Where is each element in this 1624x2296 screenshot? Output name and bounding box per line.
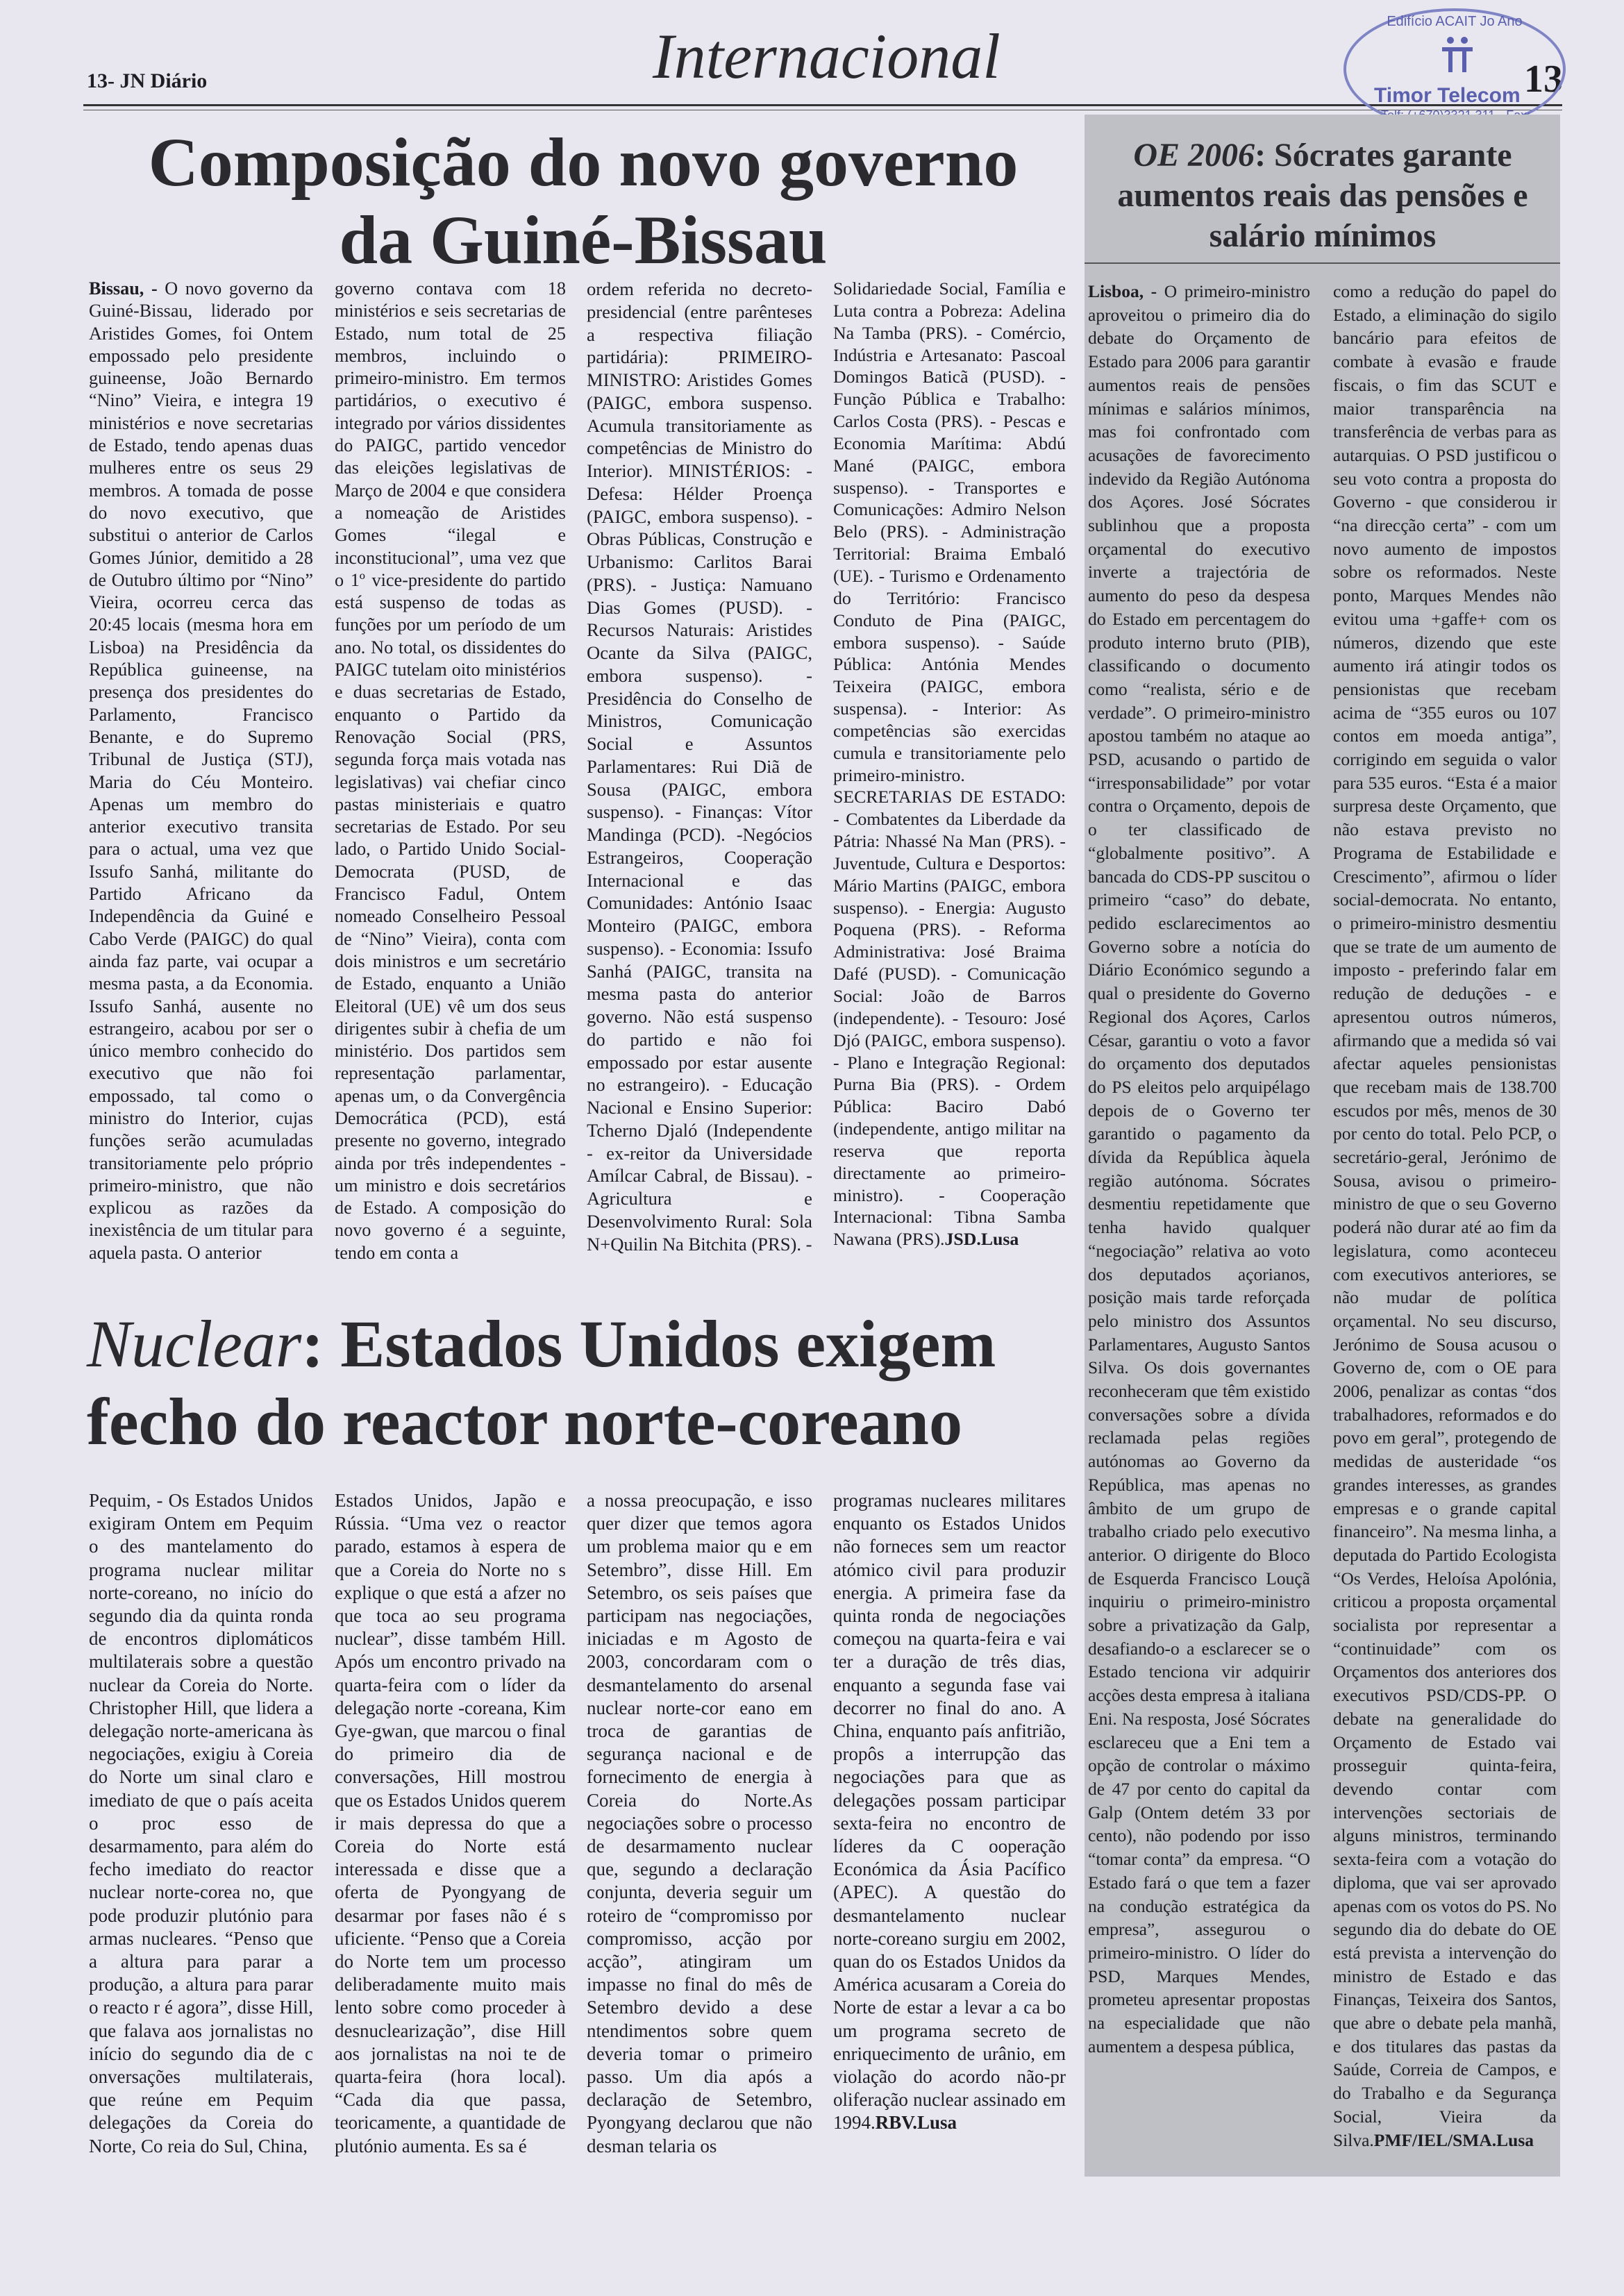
ink-stamp bbox=[1343, 8, 1566, 130]
article3-headline-keyword: OE 2006 bbox=[1133, 137, 1255, 174]
article2-col1: Pequim, - Os Estados Unidos exigiram Ontem em Pequim o des mantelamento do programa nuclear militar norte-coreano, no início do segundo dia da quinta ronda de encontros diplomáticos multilaterais sobre a questão nuclear da Coreia do Norte. Christopher Hill, que lidera a delegação norte-americana às negociações, exigiu à Coreia do Norte um sinal claro e imediato de que o país aceita o proc esso de desarmamento, para além do fecho imediato do reactor nuclear norte-corea no, que pode produzir plutónio para armas nucleares. “Penso que a altura para parar a produção, a altura para parar o reacto r é agora”, disse Hill, que falava aos jornalistas no início do segundo dia de c onversações multilaterais, que reúne em Pequim delegações da Coreia do Norte, Co reia do Sul, China, bbox=[89, 1490, 313, 2156]
sidebar-rule bbox=[1085, 262, 1560, 264]
article2-col2: Estados Unidos, Japão e Rússia. “Uma vez o reactor parado, estamos à espera de que a Coreia do Norte no s explique o que está a afzer no que toca ao seu programa nuclear”, disse também Hill. Após um encontro privado na quarta-feira com o líder da delegação norte -coreana, Kim Gye-gwan, que marcou o final do primeiro dia de conversações, Hill mostrou que os Estados Unidos querem ir mais depressa do que a Coreia do Norte está interessada e disse que a oferta de Pyongyang de desarmar por fases não é s uficiente. “Penso que a Coreia do Norte tem um processo deliberadamente muito mais lento sobre como proceder à desnuclearização”, dise Hill aos jornalistas na noi te de quarta-feira (hora local). “Cada dia que passa, teoricamente, a quantidade de plutónio aumenta. Es sa é bbox=[335, 1490, 566, 2156]
article1-headline: Composição do novo governo da Guiné-Bissau bbox=[148, 124, 1019, 278]
stamp-name: Timor Telecom bbox=[1374, 84, 1521, 107]
article2-headline bbox=[87, 1305, 1073, 1461]
header-rule bbox=[83, 104, 1562, 106]
article1-col3: ordem referida no decreto-presidencial (entre parênteses a respectiva filiação partidária): PRIMEIRO-MINISTRO: Aristides Gomes (PAIGC, embora suspenso. Acumula transitoriamente as competências de Ministro do Interior). MINISTÉRIOS: - Defesa: Hélder Proença (PAIGC, embora suspenso). - Obras Públicas, Construção e Urbanismo: Carlitos Barai (PRS). - Justiça: Namuano Dias Gomes (PUSD). - Recursos Naturais: Aristides Ocante da Silva (PAIGC, embora suspenso). - Presidência do Conselho de Ministros, Comunicação Social e Assuntos Parlamentares: Rui Diã de Sousa (PAIGC, embora suspenso). - Finanças: Vítor Mandinga (PCD). -Negócios Estrangeiros, Cooperação Internacional e das Comunidades: António Isaac Monteiro (PAIGC, embora suspenso). - Economia: Issufo Sanhá (PAIGC, transita na mesma pasta do anterior governo. Não está suspenso do partido e não foi empossado por estar ausente no estrangeiro). - Educação Nacional e Ensino Superior: Tcherno Djaló (Independente - ex-reitor da Universidade Amílcar Cabral, de Bissau). - Agricultura e Desenvolvimento Rural: Sola N+Quilin Na Bitchita (PRS). - bbox=[587, 278, 812, 1255]
page-number: 13 bbox=[1524, 58, 1563, 101]
article3-col1: Lisboa, - O primeiro-ministro aproveitou o primeiro dia do debate do Orçamento de Estado para 2006 para garantir aumentos reais de pensões mínimas e salários mínimos, mas foi confrontado com acusações de favorecimento indevido da Região Autónoma dos Açores. José Sócrates sublinhou que a proposta orçamental do executivo inverte a trajectória de aumento do peso da despesa do Estado em percentagem do produto interno bruto (PIB), classificando o documento como “realista, sério e de verdade”. O primeiro-ministro apostou também no ataque ao PSD, acusando o partido de “irresponsabilidade” por votar contra o Orçamento, depois de o ter classificado de “globalmente positivo”. A bancada do CDS-PP suscitou o primeiro “caso” do debate, pedido esclarecimentos ao Governo sobre a notícia do Diário Económico segundo a qual o presidente do Governo Regional dos Açores, Carlos César, garantiu o voto a favor do orçamento dos deputados do PS eleitos pelo arquipélago depois de o Governo ter garantido o pagamento da dívida da República àquela região autónoma. Sócrates desmentiu repetidamente que tenha havido qualquer “negociação” relativa ao voto dos deputados açorianos, posição mais tarde reforçada pelo ministro dos Assuntos Parlamentares, Augusto Santos Silva. Os dois governantes reconheceram que têm existido conversações sobre a dívida reclamada pelas regiões autónomas ao Governo da República, mas apenas no âmbito de um grupo de trabalho criado pelo executivo anterior. O dirigente do Bloco de Esquerda Francisco Louçã inquiriu o primeiro-ministro sobre a privatização da Galp, desafiando-o a esclarecer se o Estado tenciona vir adquirir acções desta empresa à italiana Eni. Na resposta, José Sócrates esclareceu que a Eni tem a opção de controlar o máximo de 47 por cento do capital da Galp (Ontem detém 33 por cento), não podendo por isso “tomar conta” da empresa. “O Estado fará o que tem a fazer na condução estratégica da empresa”, assegurou o primeiro-ministro. O líder do PSD, Marques Mendes, prometeu apresentar propostas na especialidade que não aumentem a despesa pública, bbox=[1088, 281, 1310, 2056]
article1-col4: Solidariedade Social, Família e Luta contra a Pobreza: Adelina Na Tamba (PRS). - Comércio, Indústria e Artesanato: Pascoal Domingos Baticã (PUSD). - Função Pública e Trabalho: Carlos Costa (PRS). - Pescas e Economia Marítima: Abdú Mané (PAIGC, embora suspenso). - Transportes e Comunicações: Admiro Nelson Belo (PRS). - Administração Territorial: Braima Embaló (UE). - Turismo e Ordenamento do Território: Francisco Conduto de Pina (PAIGC, embora suspenso). - Saúde Pública: Antónia Mendes Teixeira (PAIGC, embora suspensa). - Interior: As competências são exercidas cumula e transitoriamente pelo primeiro-ministro. SECRETARIAS DE ESTADO: - Combatentes da Liberdade da Pátria: Nhassé Na Man (PRS). - Juventude, Cultura e Desportos: Mário Martins (PAIGC, embora suspenso). - Energia: Augusto Poquena (PRS). - Reforma Administrativa: José Braima Dafé (PUSD). - Comunicação Social: João de Barros (independente). - Tesouro: José Djó (PAIGC, embora suspenso). - Plano e Integração Regional: Purna Bia (PRS). - Ordem Pública: Baciro Dabó (independente, antigo militar na reserva que reporta directamente ao primeiro-ministro). - Cooperação Internacional: Tibna Samba Nawana (PRS).JSD.Lusa bbox=[833, 278, 1066, 1250]
telecom-logo-icon bbox=[1437, 33, 1478, 75]
article3-headline-rest: : Sócrates garante aumentos reais das pensões e salário mínimos bbox=[1117, 137, 1528, 254]
article2-col4: programas nucleares militares enquanto os Estados Unidos não forneces sem um reactor atómico civil para produzir energia. A primeira fase da quinta ronda de negociações começou na quarta-feira e vai ter a duração de três dias, enquanto a segunda fase vai decorrer no final do ano. A China, enquanto país anfitrião, propôs a interrupção das negociações para que as delegações possam participar sexta-feira no encontro de líderes da C ooperação Económica da Ásia Pacífico (APEC). A questão do desmantelamento nuclear norte-coreano surgiu em 2002, quan do os Estados Unidos da América acusaram a Coreia do Norte de estar a levar a ca bo um programa secreto de enriquecimento de urânio, em violação do acordo não-pr oliferação nuclear assinado em 1994.RBV.Lusa bbox=[833, 1490, 1066, 2134]
section-title: Internacional bbox=[653, 21, 1001, 92]
article2-headline-rest: : Estados Unidos exigem fecho do reactor norte-coreano bbox=[87, 1307, 996, 1459]
stamp-ring-text: Edifício ACAIT Jo Ano bbox=[1387, 14, 1523, 29]
article1-col1: Bissau, - O novo governo da Guiné-Bissau, liderado por Aristides Gomes, foi Ontem empossado pelo presidente guineense, João Bernardo “Nino” Vieira, e integra 19 ministérios e nove secretarias de Estado, tendo apenas duas mulheres entre os seus 29 membros. A tomada de posse do novo executivo, que substitui o anterior de Carlos Gomes Júnior, demitido a 28 de Outubro último por “Nino” Vieira, ocorreu cerca das 20:45 locais (mesma hora em Lisboa) na Presidência da República guineense, na presença dos presidentes do Parlamento, Francisco Benante, e do Supremo Tribunal de Justiça (STJ), Maria do Céu Monteiro. Apenas um membro do anterior executivo transita para o actual, uma vez que Issufo Sanhá, militante do Partido Africano da Independência da Guiné e Cabo Verde (PAIGC) do qual ainda faz parte, vai ocupar a mesma pasta, a da Economia. Issufo Sanhá, ausente no estrangeiro, acabou por ser o único membro conhecido do executivo que não foi empossado, tal como o ministro do Interior, cujas funções serão acumuladas transitoriamente pelo próprio primeiro-ministro, que não explicou as razões da inexistência de um titular para aquela pasta. O anterior bbox=[89, 278, 313, 1263]
article2-col3: a nossa preocupação, e isso quer dizer que temos agora um problema maior qu e em Setembro”, disse Hill. Em Setembro, os seis países que participam nas negociações, iniciadas e m Agosto de 2003, concordaram com o desmantelamento do arsenal nuclear norte-cor eano em troca de garantias de segurança nacional e de fornecimento de energia à Coreia do Norte.As negociações sobre o processo de desarmamento nuclear que, segundo a declaração conjunta, deveria seguir um roteiro de “compromisso por compromisso, acção por acção”, atingiram um impasse no final do mês de Setembro devido a dese ntendimentos sobre quem deveria tomar o primeiro passo. Um dia após a declaração de Setembro, Pyongyang declarou que não desman telaria os bbox=[587, 1490, 812, 2156]
article3-col2: como a redução do papel do Estado, a eliminação do sigilo bancário para efeitos de combate à evasão e fraude fiscais, o fim das SCUT e maior transparência na transferência de verbas para as autarquias. O PSD justificou o seu voto contra a proposta do Governo - que considerou ir “na direcção certa” - com um novo aumento de impostos sobre os reformados. Neste ponto, Marques Mendes não evitou uma +gaffe+ com os números, dizendo que este aumento irá atingir todos os pensionistas que recebam acima de “355 euros ou 107 contos em moeda antiga”, corrigindo em seguida o valor para 535 euros. “Esta é a maior surpresa deste Orçamento, que não estava previsto no Programa de Estabilidade e Crescimento”, afirmou o líder social-democrata. No entanto, o primeiro-ministro desmentiu que se trate de um aumento de imposto - preferindo falar em redução de deduções - e apresentou outros números, afirmando que a medida só vai afectar aqueles pensionistas que recebam mais de 138.700 escudos por mês, menos de 30 por cento do total. Pelo PCP, o secretário-geral, Jerónimo de Sousa, avisou o primeiro-ministro de que o seu Governo poderá não durar até ao fim da legislatura, como aconteceu com executivos anteriores, se não mudar de política orçamental. No seu discurso, Jerónimo de Sousa acusou o Governo de, com o OE para 2006, penalizar as contas “dos trabalhadores, reformados e do povo em geral”, protegendo de medidas de austeridade “os grandes interesses, as grandes empresas e o grande capital financeiro”. Na mesma linha, a deputada do Partido Ecologista “Os Verdes, Heloísa Apolónia, criticou a proposta orçamental socialista por representar a “continuidade” com os Orçamentos dos anteriores dos executivos PSD/CDS-PP. O debate na generalidade do Orçamento de Estado vai prosseguir quinta-feira, devendo contar com intervenções sectoriais de alguns ministros, terminando sexta-feira com a votação do diploma, que vai ser aprovado apenas com os votos do PS. No segundo dia do debate do OE está prevista a intervenção do ministro de Estado e das Finanças, Teixeira dos Santos, que abre o debate pela manhã, e dos titulares das pastas da Saúde, Correia de Campos, e do Trabalho e da Segurança Social, Vieira da Silva.PMF/IEL/SMA.Lusa bbox=[1333, 281, 1557, 2150]
article3-headline bbox=[1094, 135, 1552, 256]
page-folio-left: 13- JN Diário bbox=[87, 69, 208, 92]
article2-headline-keyword: Nuclear bbox=[87, 1307, 302, 1381]
article1-col2: governo contava com 18 ministérios e seis secretarias de Estado, num total de 25 membros, incluindo o primeiro-ministro. Em termos partidários, o executivo é integrado por vários dissidentes do PAIGC, partido vencedor das eleições legislativas de Março de 2004 e que considera a nomeação de Aristides Gomes “ilegal e inconstitucional”, uma vez que o 1º vice-presidente do partido está suspenso de todas as funções por um período de um ano. No total, os dissidentes do PAIGC tutelam oito ministérios e duas secretarias de Estado, enquanto o Partido da Renovação Social (PRS, segunda força mais votada nas legislativas) vai chefiar cinco pastas ministeriais e quatro secretarias de Estado. Por seu lado, o Partido Unido Social-Democrata (PUSD, de Francisco Fadul, Ontem nomeado Conselheiro Pessoal de “Nino” Vieira), conta com dois ministros e um secretário de Estado, enquanto a União Eleitoral (UE) vê um dos seus dirigentes subir à chefia de um ministério. Dos partidos sem representação parlamentar, apenas um, o da Convergência Democrática (PCD), está presente no governo, integrado ainda por três independentes - um ministro e dois secretários de Estado. A composição do novo governo é a seguinte, tendo em conta a bbox=[335, 278, 566, 1263]
